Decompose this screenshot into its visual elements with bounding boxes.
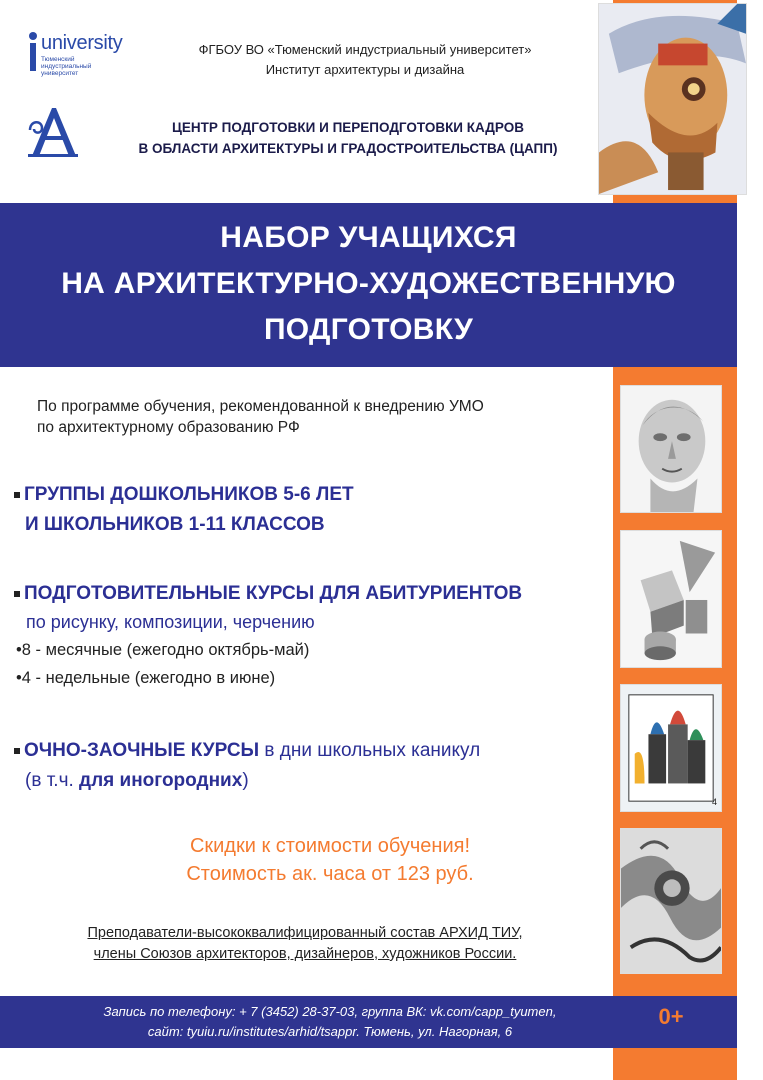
section-part-time-courses: [14, 736, 614, 796]
section3-line2-bold: для иногородних: [79, 770, 243, 791]
artwork-geometric-forms: [620, 530, 722, 668]
section-preschool-groups: [14, 480, 604, 540]
section2-item2: •4 - недельные (ежегодно в июне): [16, 669, 276, 687]
section-preparatory-courses: [14, 580, 604, 692]
teachers-line1: Преподаватели-высококвалифицированный состав АРХИД ТИУ,: [87, 925, 523, 941]
section1-line1: ГРУППЫ ДОШКОЛЬНИКОВ 5-6 ЛЕТ: [24, 484, 354, 505]
discount-note: [80, 832, 580, 888]
section2-title: ПОДГОТОВИТЕЛЬНЫЕ КУРСЫ ДЛЯ АБИТУРИЕНТОВ: [24, 583, 523, 604]
bullet-square-icon: [14, 492, 20, 498]
contact-line2: сайт: tyuiu.ru/institutes/arhid/tsappr. Тюмень, ул. Нагорная, 6: [147, 1024, 513, 1039]
organization-name: [140, 40, 590, 80]
program-intro-line1: По программе обучения, рекомендованной к внедрению УМО: [37, 398, 484, 415]
headline-line2: НА АРХИТЕКТУРНО-ХУДОЖЕСТВЕННУЮ: [61, 267, 676, 300]
artwork-cathedral: [620, 684, 722, 812]
organization-name-line1: ФГБОУ ВО «Тюменский индустриальный университет»: [198, 42, 532, 57]
discount-line1: Скидки к стоимости обучения!: [189, 835, 471, 857]
section3-title-rest: в дни школьных каникул: [259, 740, 481, 761]
contact-line1: Запись по телефону: + 7 (3452) 28-37-03, группа ВК: vk.com/capp_tyumen,: [103, 1004, 557, 1019]
geometric-forms-drawing: [621, 531, 721, 667]
artwork-plaster-head: [620, 385, 722, 513]
organization-name-line2: Институт архитектуры и дизайна: [265, 62, 465, 77]
section3-line2-open: (в т.ч.: [25, 770, 80, 791]
bullet-square-icon: [14, 748, 20, 754]
center-name-line1: ЦЕНТР ПОДГОТОВКИ И ПЕРЕПОДГОТОВКИ КАДРОВ: [172, 120, 524, 135]
section3-line2-close: ): [242, 770, 249, 791]
center-name: [108, 117, 588, 159]
program-intro: [37, 396, 607, 438]
capp-logo: [26, 104, 80, 160]
cathedral-drawing: [621, 685, 721, 811]
university-logo-word: university: [41, 32, 123, 54]
robot-head-illustration: [599, 4, 746, 194]
headline-line1: НАБОР УЧАЩИХСЯ: [220, 221, 517, 254]
artwork-swirl-composition: [620, 828, 722, 974]
section2-subtitle: по рисунку, композиции, черчению: [26, 612, 315, 632]
bullet-square-icon: [14, 591, 20, 597]
university-logo-subtitle: Тюменский индустриальный университет: [41, 56, 92, 77]
plaster-head-drawing: [621, 386, 721, 512]
discount-line2: Стоимость ак. часа от 123 руб.: [186, 863, 474, 885]
university-logo-mark-icon: [28, 32, 38, 72]
headline-line3: ПОДГОТОВКУ: [263, 313, 474, 346]
section2-item1: •8 - месячные (ежегодно октябрь-май): [16, 641, 310, 659]
capp-logo-a-icon: [26, 104, 80, 160]
age-rating-badge: 0+: [658, 1004, 684, 1029]
contact-info: [60, 1002, 600, 1042]
teachers-line2: члены Союзов архитекторов, дизайнеров, художников России.: [93, 946, 517, 962]
swirl-composition-drawing: [621, 829, 721, 973]
teachers-note: [20, 923, 590, 965]
center-name-line2: В ОБЛАСТИ АРХИТЕКТУРЫ И ГРАДОСТРОИТЕЛЬСТВА (ЦАПП): [138, 141, 558, 156]
section1-line2: И ШКОЛЬНИКОВ 1-11 КЛАССОВ: [25, 514, 325, 535]
headline-title: [0, 215, 737, 353]
artwork-robot-head: [598, 3, 747, 195]
university-logo: [28, 26, 128, 76]
section3-title: ОЧНО-ЗАОЧНЫЕ КУРСЫ: [24, 740, 260, 761]
artwork-number-label: 4: [711, 797, 717, 807]
program-intro-line2: по архитектурному образованию РФ: [37, 419, 300, 436]
